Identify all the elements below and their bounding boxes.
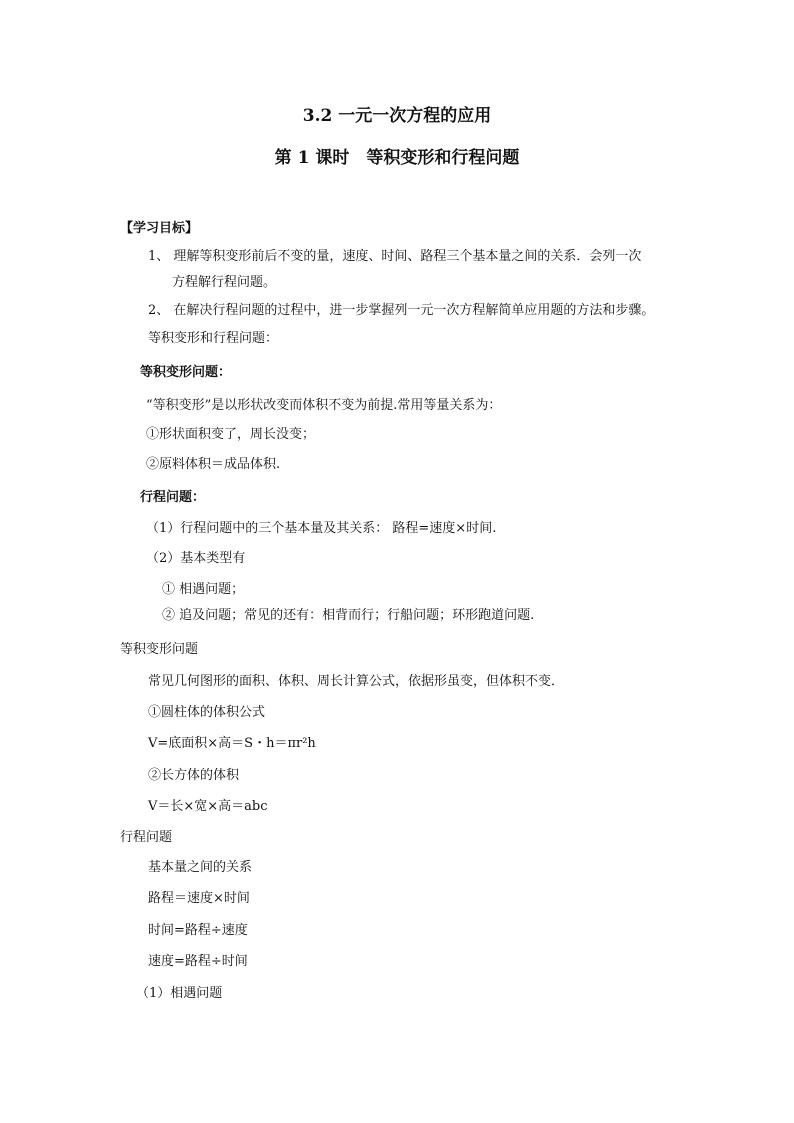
objectives-heading: 【学习目标】 (120, 221, 199, 236)
equal-volume-relation-1: ①形状面积变了，周长没变； (146, 427, 316, 442)
formula-speed: 速度=路程÷时间 (148, 954, 248, 969)
travel-type-2: ② 追及问题；常见的还有：相背而行；行船问题；环形跑道问题. (162, 608, 535, 623)
equal-volume-heading: 等积变形问题： (140, 365, 232, 380)
section-travel-heading: 行程问题 (120, 830, 173, 845)
document-title: 3.2 一元一次方程的应用 (302, 106, 492, 126)
quantity-relations-heading: 基本量之间的关系 (148, 860, 253, 875)
travel-item-2: （2）基本类型有 (146, 551, 246, 566)
document-subtitle: 第 1 课时 等积变形和行程问题 (274, 148, 520, 168)
travel-heading: 行程问题： (140, 490, 206, 505)
objective-1-line-2: 方程解行程问题。 (172, 275, 277, 290)
formula-distance: 路程＝速度×时间 (148, 891, 250, 906)
equal-volume-relation-2: ②原料体积＝成品体积. (146, 457, 281, 472)
objective-1-line-1: 1、 理解等积变形前后不变的量，速度、时间、路程三个基本量之间的关系．会列一次 (148, 249, 642, 264)
cylinder-volume-formula: V=底面积×高＝S・h＝πr²h (148, 736, 316, 751)
travel-type-1: ① 相遇问题； (162, 582, 245, 597)
cuboid-volume-formula: V＝长×宽×高＝abc (148, 799, 268, 814)
cylinder-volume-label: ①圆柱体的体积公式 (148, 705, 266, 720)
cuboid-volume-label: ②长方体的体积 (148, 768, 240, 783)
equal-volume-desc: “等积变形”是以形状改变而体积不变为前提.常用等量关系为： (146, 398, 502, 413)
meeting-problem-heading: （1）相遇问题 (136, 986, 223, 1001)
objectives-intro: 等积变形和行程问题： (148, 331, 279, 346)
section-equal-volume-desc: 常见几何图形的面积、体积、周长计算公式，依据形虽变，但体积不变． (148, 674, 565, 689)
formula-time: 时间=路程÷速度 (148, 923, 248, 938)
travel-item-1: （1）行程问题中的三个基本量及其关系： 路程=速度×时间. (146, 521, 497, 536)
objective-2: 2、 在解决行程问题的过程中，进一步掌握列一元一次方程解简单应用题的方法和步骤。 (148, 303, 655, 318)
section-equal-volume-heading: 等积变形问题 (120, 642, 199, 657)
